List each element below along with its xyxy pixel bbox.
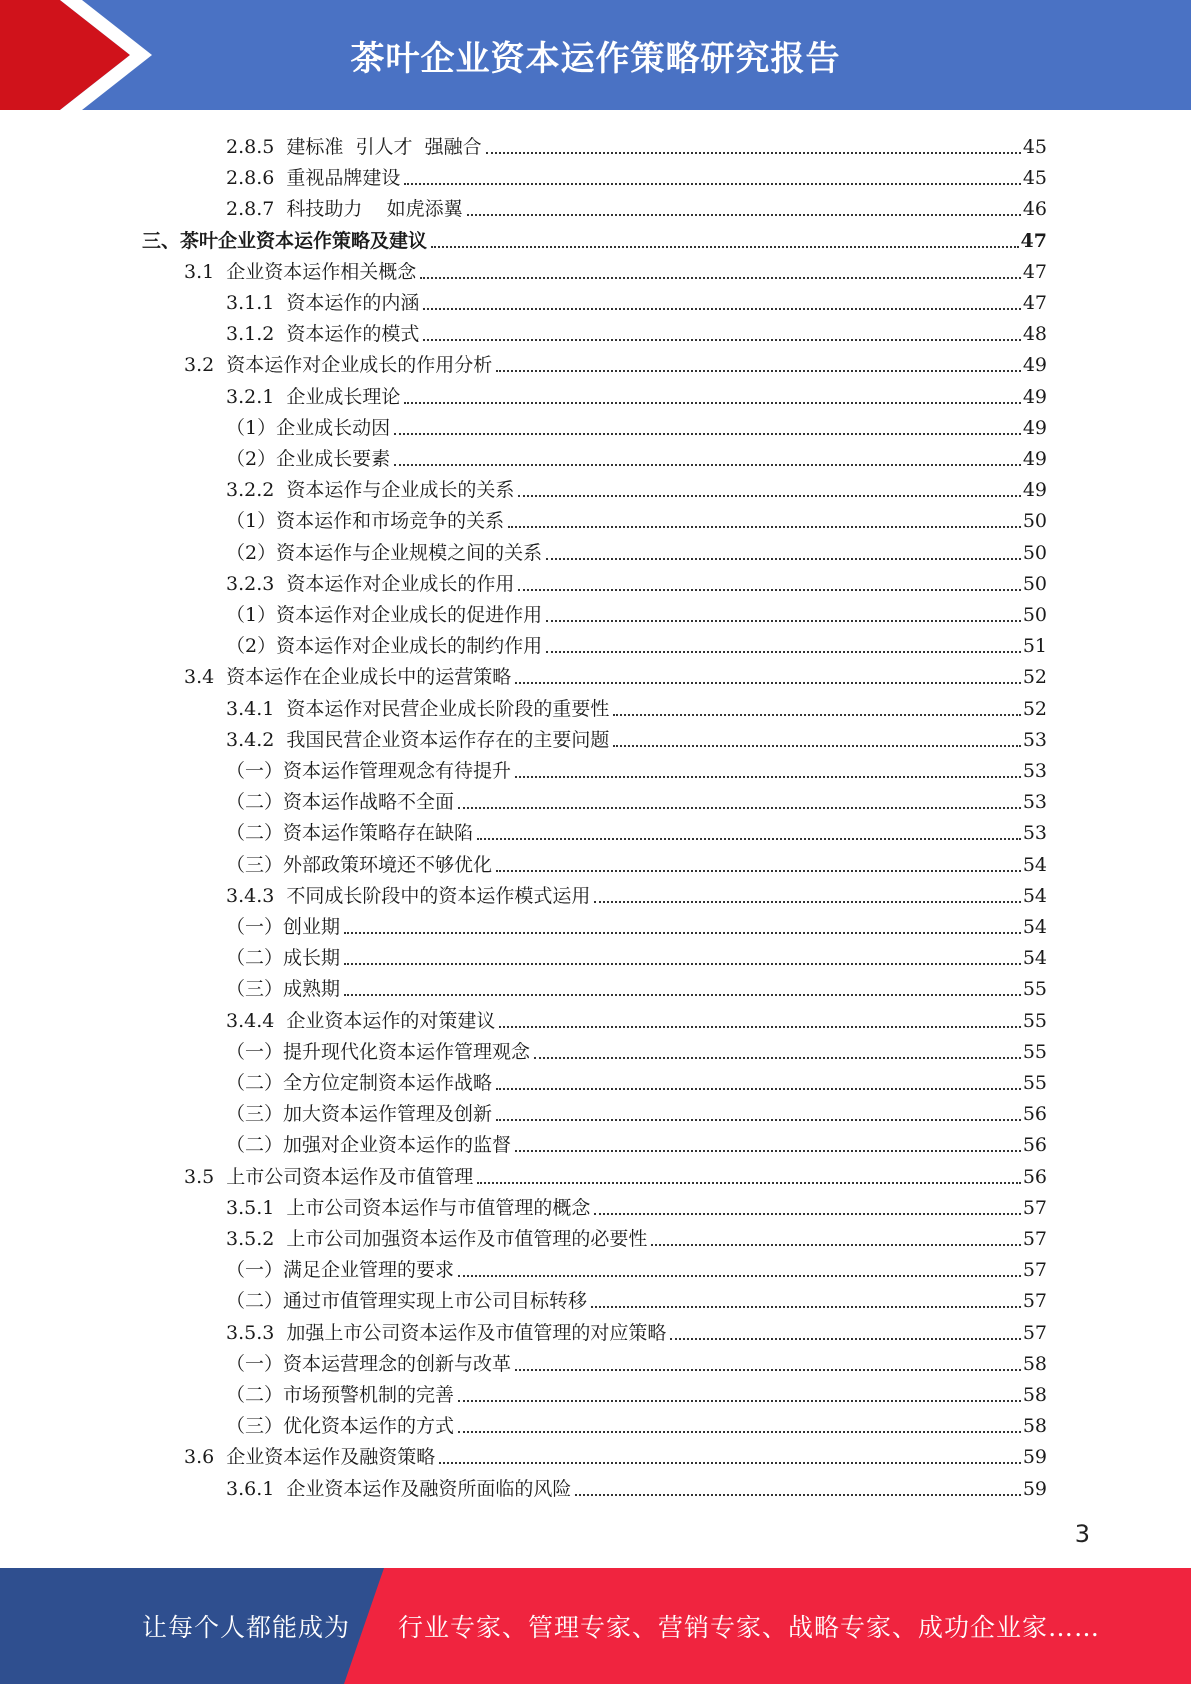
- toc-entry-label: 3.6.1 企业资本运作及融资所面临的风险: [226, 1477, 572, 1500]
- toc-entry[interactable]: [226, 1376, 1047, 1406]
- toc-entry-page: 52: [1022, 666, 1047, 689]
- toc-entry-page: 58: [1022, 1384, 1047, 1406]
- toc-entry[interactable]: [226, 690, 1047, 720]
- toc-dot-leader: [423, 308, 1020, 310]
- toc-entry[interactable]: [226, 1126, 1047, 1156]
- toc-dot-leader: [467, 214, 1021, 216]
- toc-entry[interactable]: [226, 846, 1047, 876]
- toc-dot-leader: [546, 651, 1021, 653]
- toc-entry-page: 48: [1022, 323, 1047, 346]
- toc-dot-leader: [420, 277, 1021, 279]
- toc-dot-leader: [477, 838, 1021, 840]
- toc-entry-label: （一）资本运营理念的创新与改革: [226, 1352, 512, 1375]
- toc-dot-leader: [670, 1338, 1020, 1340]
- toc-entry[interactable]: [226, 1314, 1047, 1344]
- toc-dot-leader: [496, 870, 1021, 872]
- toc-entry-label: 3.4.2 我国民营企业资本运作存在的主要问题: [226, 728, 610, 751]
- toc-entry-page: 53: [1022, 760, 1047, 782]
- toc-entry-page: 57: [1022, 1259, 1047, 1282]
- toc-entry[interactable]: [226, 159, 1047, 189]
- toc-entry-label: 2.8.6 重视品牌建设: [226, 167, 401, 190]
- toc-entry-page: 59: [1022, 1446, 1047, 1469]
- toc-dot-leader: [594, 1213, 1020, 1215]
- toc-dot-leader: [518, 589, 1020, 591]
- toc-entry-label: 2.8.5 建标准 引人才 强融合: [226, 136, 482, 158]
- toc-entry-page: 59: [1022, 1477, 1047, 1500]
- toc-entry[interactable]: [226, 128, 1047, 158]
- toc-entry[interactable]: [226, 1189, 1047, 1219]
- toc-dot-leader: [515, 682, 1021, 684]
- toc-dot-leader: [546, 558, 1021, 560]
- toc-dot-leader: [591, 1306, 1021, 1308]
- toc-dot-leader: [344, 932, 1021, 934]
- toc-entry-label: 3.4.1 资本运作对民营企业成长阶段的重要性: [226, 697, 610, 720]
- toc-entry-label: （二）通过市值管理实现上市公司目标转移: [226, 1290, 588, 1313]
- toc-dot-leader: [477, 1182, 1021, 1184]
- toc-dot-leader: [496, 370, 1021, 372]
- toc-entry[interactable]: [226, 190, 1047, 220]
- toc-entry-page: 49: [1022, 354, 1047, 377]
- toc-entry[interactable]: [226, 1282, 1047, 1312]
- toc-entry-page: 57: [1022, 1321, 1047, 1344]
- footer-slogan-right: 行业专家、管理专家、营销专家、战略专家、成功企业家……: [398, 1613, 1101, 1642]
- toc-entry[interactable]: [226, 1407, 1047, 1437]
- toc-entry[interactable]: [226, 1470, 1047, 1500]
- toc-entry-page: 47: [1020, 229, 1047, 252]
- toc-entry[interactable]: [226, 877, 1047, 907]
- toc-entry[interactable]: [226, 1220, 1047, 1250]
- toc-entry-label: （二）资本运作战略不全面: [226, 791, 455, 814]
- toc-entry-page: 56: [1022, 1134, 1047, 1157]
- toc-entry[interactable]: [226, 1033, 1047, 1063]
- toc-dot-leader: [394, 464, 1021, 466]
- toc-entry[interactable]: [184, 1158, 1047, 1188]
- toc-entry-page: 51: [1022, 635, 1047, 658]
- toc-dot-leader: [431, 246, 1019, 248]
- toc-entry[interactable]: [226, 1095, 1047, 1125]
- report-title: 茶叶企业资本运作策略研究报告: [350, 38, 841, 79]
- toc-entry-label: 3.4.3 不同成长阶段中的资本运作模式运用: [226, 884, 591, 907]
- toc-entry-label: 3.4.4 企业资本运作的对策建议: [226, 1009, 496, 1032]
- toc-entry[interactable]: [226, 315, 1047, 345]
- toc-entry-page: 55: [1022, 1009, 1047, 1032]
- toc-entry[interactable]: [184, 253, 1047, 283]
- toc-entry-label: 3.1.2 资本运作的模式: [226, 323, 420, 346]
- toc-entry-page: 45: [1022, 136, 1047, 158]
- toc-entry-label: 3.4 资本运作在企业成长中的运营策略: [184, 666, 512, 689]
- toc-entry-page: 47: [1022, 292, 1047, 314]
- toc-entry[interactable]: [226, 409, 1047, 439]
- toc-entry[interactable]: [226, 378, 1047, 408]
- toc-entry[interactable]: [226, 752, 1047, 782]
- toc-entry-page: 46: [1022, 198, 1047, 221]
- toc-dot-leader: [499, 1026, 1020, 1028]
- toc-entry-page: 54: [1022, 884, 1047, 907]
- toc-dot-leader: [651, 1244, 1020, 1246]
- toc-entry-label: 3.2.2 资本运作与企业成长的关系: [226, 479, 515, 502]
- toc-entry[interactable]: [226, 814, 1047, 844]
- toc-dot-leader: [458, 1431, 1021, 1433]
- toc-entry[interactable]: [226, 1345, 1047, 1375]
- toc-entry-label: 3.6 企业资本运作及融资策略: [184, 1446, 436, 1469]
- page-header: [0, 0, 1191, 110]
- toc-entry-label: 3.2.3 资本运作对企业成长的作用: [226, 572, 515, 595]
- toc-dot-leader: [458, 807, 1021, 809]
- toc-dot-leader: [344, 963, 1021, 965]
- toc-entry-label: 2.8.7 科技助力 如虎添翼: [226, 198, 463, 221]
- toc-entry-label: 3.5.3 加强上市公司资本运作及市值管理的对应策略: [226, 1321, 667, 1344]
- toc-entry-label: （二）成长期: [226, 947, 341, 970]
- toc-dot-leader: [404, 402, 1020, 404]
- toc-entry-page: 58: [1022, 1415, 1047, 1438]
- toc-entry[interactable]: [226, 970, 1047, 1000]
- footer-slogan-left: 让每个人都能成为: [142, 1613, 351, 1642]
- toc-entry[interactable]: [226, 1251, 1047, 1281]
- toc-entry-page: 52: [1022, 697, 1047, 720]
- toc-entry-page: 54: [1022, 916, 1047, 938]
- toc-entry-label: （二）资本运作策略存在缺陷: [226, 822, 474, 845]
- toc-entry[interactable]: [226, 721, 1047, 751]
- toc-entry-page: 45: [1022, 167, 1047, 190]
- toc-entry[interactable]: [226, 783, 1047, 813]
- toc-entry-page: 50: [1022, 604, 1047, 626]
- toc-entry-label: （三）外部政策环境还不够优化: [226, 853, 493, 876]
- toc-entry-page: 47: [1022, 260, 1047, 283]
- toc-entry[interactable]: [226, 565, 1047, 595]
- toc-entry-label: （1）资本运作和市场竞争的关系: [226, 510, 505, 533]
- toc-entry[interactable]: [226, 596, 1047, 626]
- toc-entry-label: 3.2.1 企业成长理论: [226, 385, 401, 408]
- toc-dot-leader: [458, 1275, 1021, 1277]
- toc-entry-label: 3.1 企业资本运作相关概念: [184, 260, 417, 283]
- toc-entry-label: （三）成熟期: [226, 978, 341, 1001]
- toc-dot-leader: [458, 1400, 1021, 1402]
- toc-dot-leader: [518, 495, 1020, 497]
- toc-entry-label: （2）资本运作与企业规模之间的关系: [226, 541, 543, 564]
- toc-entry-page: 54: [1022, 853, 1047, 876]
- toc-entry-label: （二）市场预警机制的完善: [226, 1384, 455, 1406]
- toc-entry[interactable]: [226, 534, 1047, 564]
- toc-entry-page: 50: [1022, 572, 1047, 595]
- toc-entry[interactable]: [226, 284, 1047, 314]
- toc-entry-label: 三、茶叶企业资本运作策略及建议: [142, 229, 428, 252]
- toc-dot-leader: [508, 526, 1021, 528]
- toc-dot-leader: [423, 339, 1020, 341]
- toc-entry[interactable]: [226, 471, 1047, 501]
- toc-entry-page: 50: [1022, 541, 1047, 564]
- toc-entry-page: 57: [1022, 1290, 1047, 1313]
- toc-entry[interactable]: [226, 1064, 1047, 1094]
- toc-entry-label: （三）优化资本运作的方式: [226, 1415, 455, 1438]
- toc-entry[interactable]: [226, 502, 1047, 532]
- toc-dot-leader: [404, 183, 1020, 185]
- toc-entry-label: （1）资本运作对企业成长的促进作用: [226, 604, 543, 626]
- toc-entry-label: （1）企业成长动因: [226, 416, 391, 439]
- toc-dot-leader: [394, 433, 1021, 435]
- toc-entry[interactable]: [184, 1438, 1047, 1468]
- toc-entry[interactable]: [226, 1002, 1047, 1032]
- toc-dot-leader: [546, 620, 1021, 622]
- toc-dot-leader: [613, 714, 1020, 716]
- toc-entry-page: 57: [1022, 1228, 1047, 1250]
- toc-entry-label: （三）加大资本运作管理及创新: [226, 1103, 493, 1126]
- toc-entry-label: 3.1.1 资本运作的内涵: [226, 292, 420, 314]
- toc-entry-page: 49: [1022, 479, 1047, 502]
- toc-dot-leader: [515, 776, 1021, 778]
- toc-entry-page: 56: [1022, 1103, 1047, 1126]
- page-number: 3: [1074, 1520, 1090, 1548]
- toc-entry-page: 50: [1022, 510, 1047, 533]
- toc-entry[interactable]: [226, 939, 1047, 969]
- toc-entry-label: （一）创业期: [226, 916, 341, 938]
- toc-entry-page: 55: [1022, 1040, 1047, 1063]
- toc-entry-page: 53: [1022, 791, 1047, 814]
- toc-entry-page: 55: [1022, 1072, 1047, 1094]
- toc-dot-leader: [534, 1057, 1021, 1059]
- toc-entry[interactable]: [226, 908, 1047, 938]
- toc-dot-leader: [515, 1150, 1021, 1152]
- toc-dot-leader: [594, 901, 1020, 903]
- toc-dot-leader: [496, 1088, 1021, 1090]
- toc-dot-leader: [515, 1369, 1021, 1371]
- toc-entry-page: 53: [1022, 728, 1047, 751]
- toc-entry[interactable]: [142, 222, 1047, 252]
- toc-entry-label: （一）满足企业管理的要求: [226, 1259, 455, 1282]
- toc-entry-label: （一）提升现代化资本运作管理观念: [226, 1040, 531, 1063]
- toc-entry-page: 57: [1022, 1196, 1047, 1219]
- toc-entry[interactable]: [184, 658, 1047, 688]
- toc-entry-page: 49: [1022, 448, 1047, 470]
- toc-dot-leader: [486, 152, 1021, 154]
- toc-entry-page: 55: [1022, 978, 1047, 1001]
- toc-entry-label: 3.5 上市公司资本运作及市值管理: [184, 1165, 474, 1188]
- toc-entry-label: （一）资本运作管理观念有待提升: [226, 760, 512, 782]
- toc-entry-label: （2）企业成长要素: [226, 448, 391, 470]
- toc-dot-leader: [439, 1462, 1021, 1464]
- toc-entry-label: 3.2 资本运作对企业成长的作用分析: [184, 354, 493, 377]
- toc-entry-page: 49: [1022, 385, 1047, 408]
- toc-entry-page: 54: [1022, 947, 1047, 970]
- toc-entry-label: （二）全方位定制资本运作战略: [226, 1072, 493, 1094]
- toc-entry-label: 3.5.2 上市公司加强资本运作及市值管理的必要性: [226, 1228, 648, 1250]
- toc-dot-leader: [344, 994, 1021, 996]
- toc-entry[interactable]: [184, 346, 1047, 376]
- toc-entry-page: 53: [1022, 822, 1047, 845]
- toc-entry[interactable]: [226, 627, 1047, 657]
- toc-entry-label: 3.5.1 上市公司资本运作与市值管理的概念: [226, 1196, 591, 1219]
- toc-dot-leader: [613, 745, 1020, 747]
- toc-entry-page: 49: [1022, 416, 1047, 439]
- toc-entry-label: （2）资本运作对企业成长的制约作用: [226, 635, 543, 658]
- toc-entry-page: 58: [1022, 1352, 1047, 1375]
- toc-entry-label: （二）加强对企业资本运作的监督: [226, 1134, 512, 1157]
- toc-dot-leader: [575, 1494, 1020, 1496]
- toc-dot-leader: [496, 1119, 1021, 1121]
- page-footer: [0, 1568, 1191, 1684]
- toc-entry-page: 56: [1022, 1165, 1047, 1188]
- toc-entry[interactable]: [226, 440, 1047, 470]
